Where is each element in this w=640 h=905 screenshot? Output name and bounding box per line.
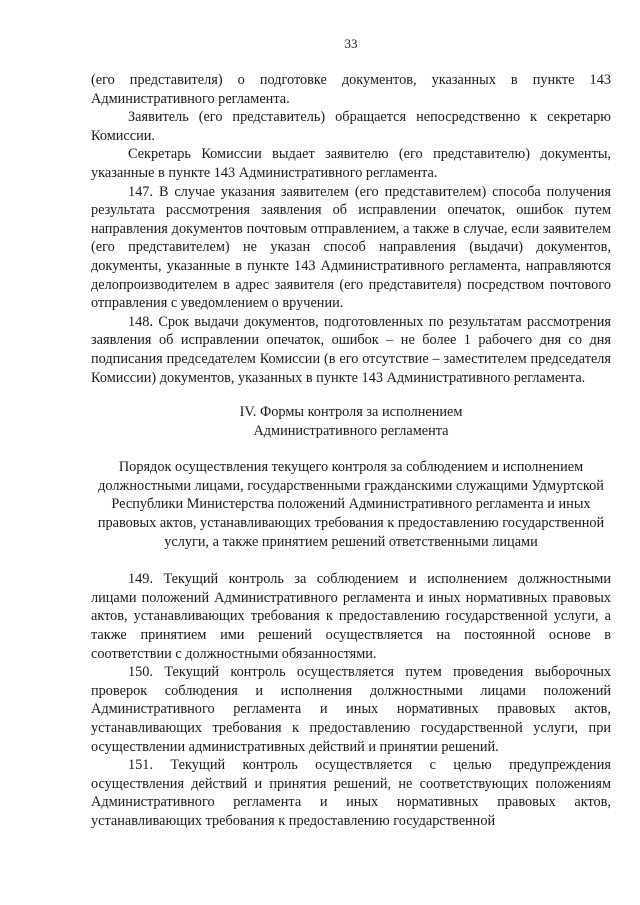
document-body (91, 71, 611, 831)
sub-heading: Порядок осуществления текущего контроля за соблюдением и исполнением должностными лицами, государственными гражданскими служащими Удмуртской Республики Министерства положений Административного регламента и иных правовых актов, устанавливающих требования к предоставлению государственной услуги, а также принятием решений ответственными лицами (97, 459, 605, 550)
page-number: 33 (344, 36, 358, 51)
paragraph: Заявитель (его представитель) обращается непосредственно к секретарю Комиссии. (91, 109, 611, 144)
paragraph-151: 151. Текущий контроль осуществляется с целью предупреждения осуществления действий и принятия решений, не соответствующих положениям Административного регламента и иных нормативных правовых актов, устанавливающих требования к предоставлению государственной (91, 757, 611, 829)
section-heading-line-1: IV. Формы контроля за исполнением (239, 404, 463, 421)
paragraph-150: 150. Текущий контроль осуществляется путем проведения выборочных проверок соблюдения и исполнения должностными лицами положений Административного регламента и иных нормативных правовых актов, устанавливающих требования к предоставлению государственной услуги, при осуществлении административных действий и принятии решений. (91, 664, 611, 755)
paragraph-147: 147. В случае указания заявителем (его представителем) способа получения результата рассмотрения заявления об исправлении опечаток, ошибок путем направления документов почтовым отправлением, а также в случае, если заявителем (его представителем) не указан способ направления (выдачи) документов, документы, указанные в пункте 143 Административного регламента, направляются делопроизводителем в адрес заявителя (его представителя) посредством почтового отправления с уведомлением о вручении. (91, 183, 611, 312)
paragraph-continuation: (его представителя) о подготовке документов, указанных в пункте 143 Административного регламента. (91, 72, 611, 107)
paragraph: Секретарь Комиссии выдает заявителю (его представителю) документы, указанные в пункте 143 Административного регламента. (91, 146, 611, 181)
paragraph-149: 149. Текущий контроль за соблюдением и исполнением должностными лицами положений Административного регламента и иных нормативных правовых актов, устанавливающих требования к предоставлению государственной услуги, а также принятием ими решений осуществляется на постоянной основе в соответствии с должностными обязанностями. (91, 571, 611, 662)
paragraph-148: 148. Срок выдачи документов, подготовленных по результатам рассмотрения заявления об исправлении опечаток, ошибок – не более 1 рабочего дня со дня подписания председателем Комиссии (в его отсутствие – заместителем председателя Комиссии) документов, указанных в пункте 143 Административного регламента. (91, 313, 611, 386)
section-heading (91, 403, 611, 440)
section-heading-line-2: Административного регламента (253, 422, 449, 439)
